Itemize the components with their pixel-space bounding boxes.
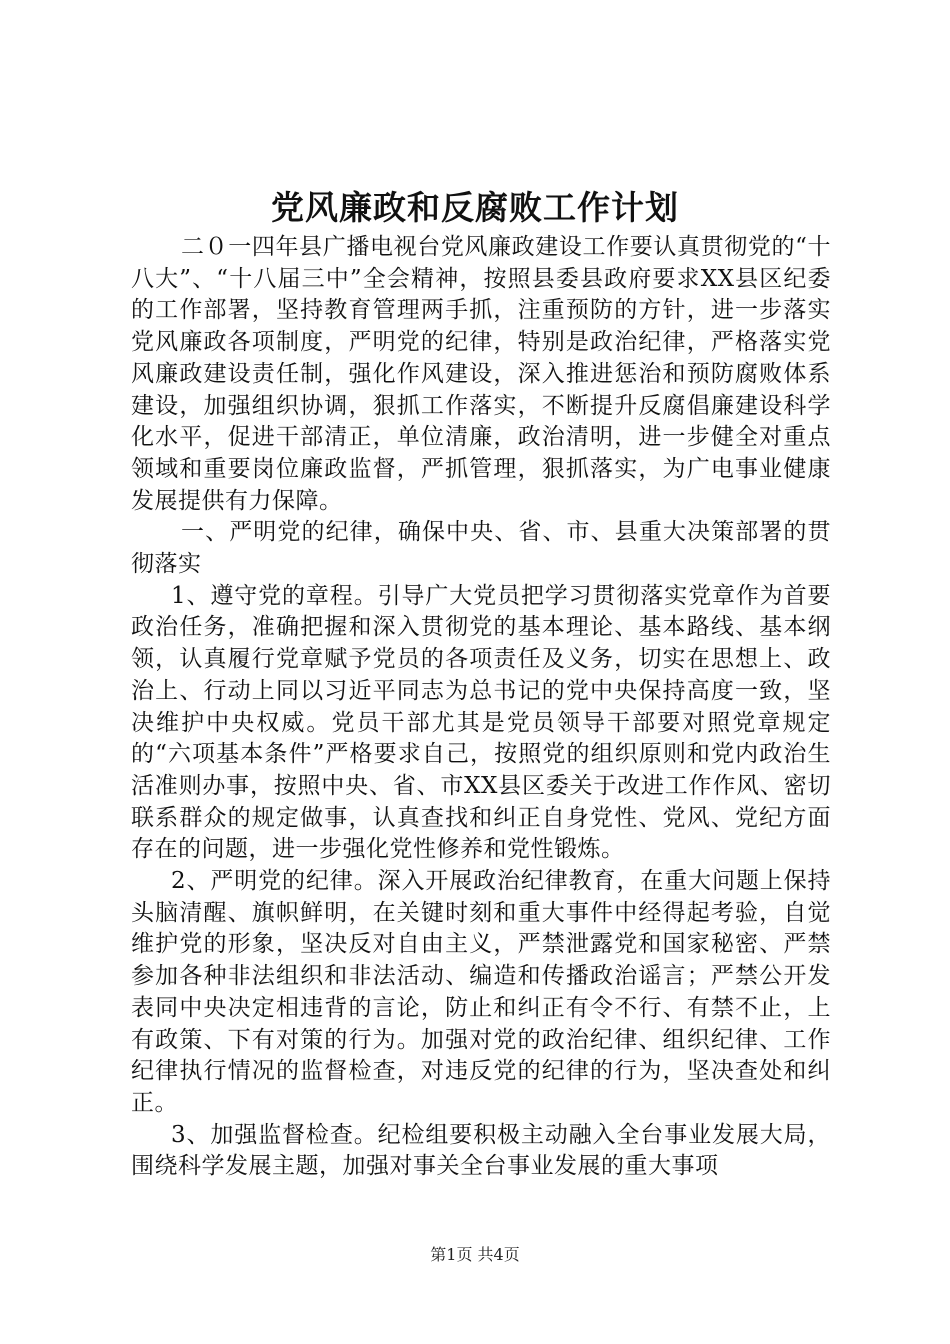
section-heading-1: 一、严明党的纪律，确保中央、省、市、县重大决策部署的贯彻落实 [131, 519, 831, 578]
page-footer: 第1页 共4页 [430, 1245, 520, 1264]
document-body [131, 232, 831, 1183]
paragraph-intro: 二０一四年县广播电视台党风廉政建设工作要认真贯彻党的“十八大”、“十八届三中”全会精神，按照县委县政府要求XX县区纪委的工作部署，坚持教育管理两手抓，注重预防的方针，进一步落实党风廉政各项制度，严明党的纪律，特别是政治纪律，严格落实党风廉政建设责任制，强化作风建设，深入推进惩治和预防腐败体系建设，加强组织协调，狠抓工作落实，不断提升反腐倡廉建设科学化水平，促进干部清正，单位清廉，政治清明，进一步健全对重点领域和重要岗位廉政监督，严抓管理，狠抓落实，为广电事业健康发展提供有力保障。 [131, 234, 831, 514]
document-title: 党风廉政和反腐败工作计划 [271, 188, 679, 227]
paragraph-item-2: 2、严明党的纪律。深入开展政治纪律教育，在重大问题上保持头脑清醒、旗帜鲜明，在关键时刻和重大事件中经得起考验，自觉维护党的形象，坚决反对自由主义，严禁泄露党和国家秘密、严禁参加各种非法组织和非法活动、编造和传播政治谣言；严禁公开发表同中央决定相违背的言论，防止和纠正有令不行、有禁不止，上有政策、下有对策的行为。加强对党的政治纪律、组织纪律、工作纪律执行情况的监督检查，对违反党的纪律的行为，坚决查处和纠正。 [131, 868, 831, 1116]
paragraph-item-3: 3、加强监督检查。纪检组要积极主动融入全台事业发展大局，围绕科学发展主题，加强对事关全台事业发展的重大事项 [131, 1121, 831, 1180]
paragraph-item-1: 1、遵守党的章程。引导广大党员把学习贯彻落实党章作为首要政治任务，准确把握和深入贯彻党的基本理论、基本路线、基本纲领，认真履行党章赋予党员的各项责任及义务，切实在思想上、政治上、行动上同以习近平同志为总书记的党中央保持高度一致，坚决维护中央权威。党员干部尤其是党员领导干部要对照党章规定的“六项基本条件”严格要求自己，按照党的组织原则和党内政治生活准则办事，按照中央、省、市XX县区委关于改进工作作风、密切联系群众的规定做事，认真查找和纠正自身党性、党风、党纪方面存在的问题，进一步强化党性修养和党性锻炼。 [131, 582, 831, 863]
